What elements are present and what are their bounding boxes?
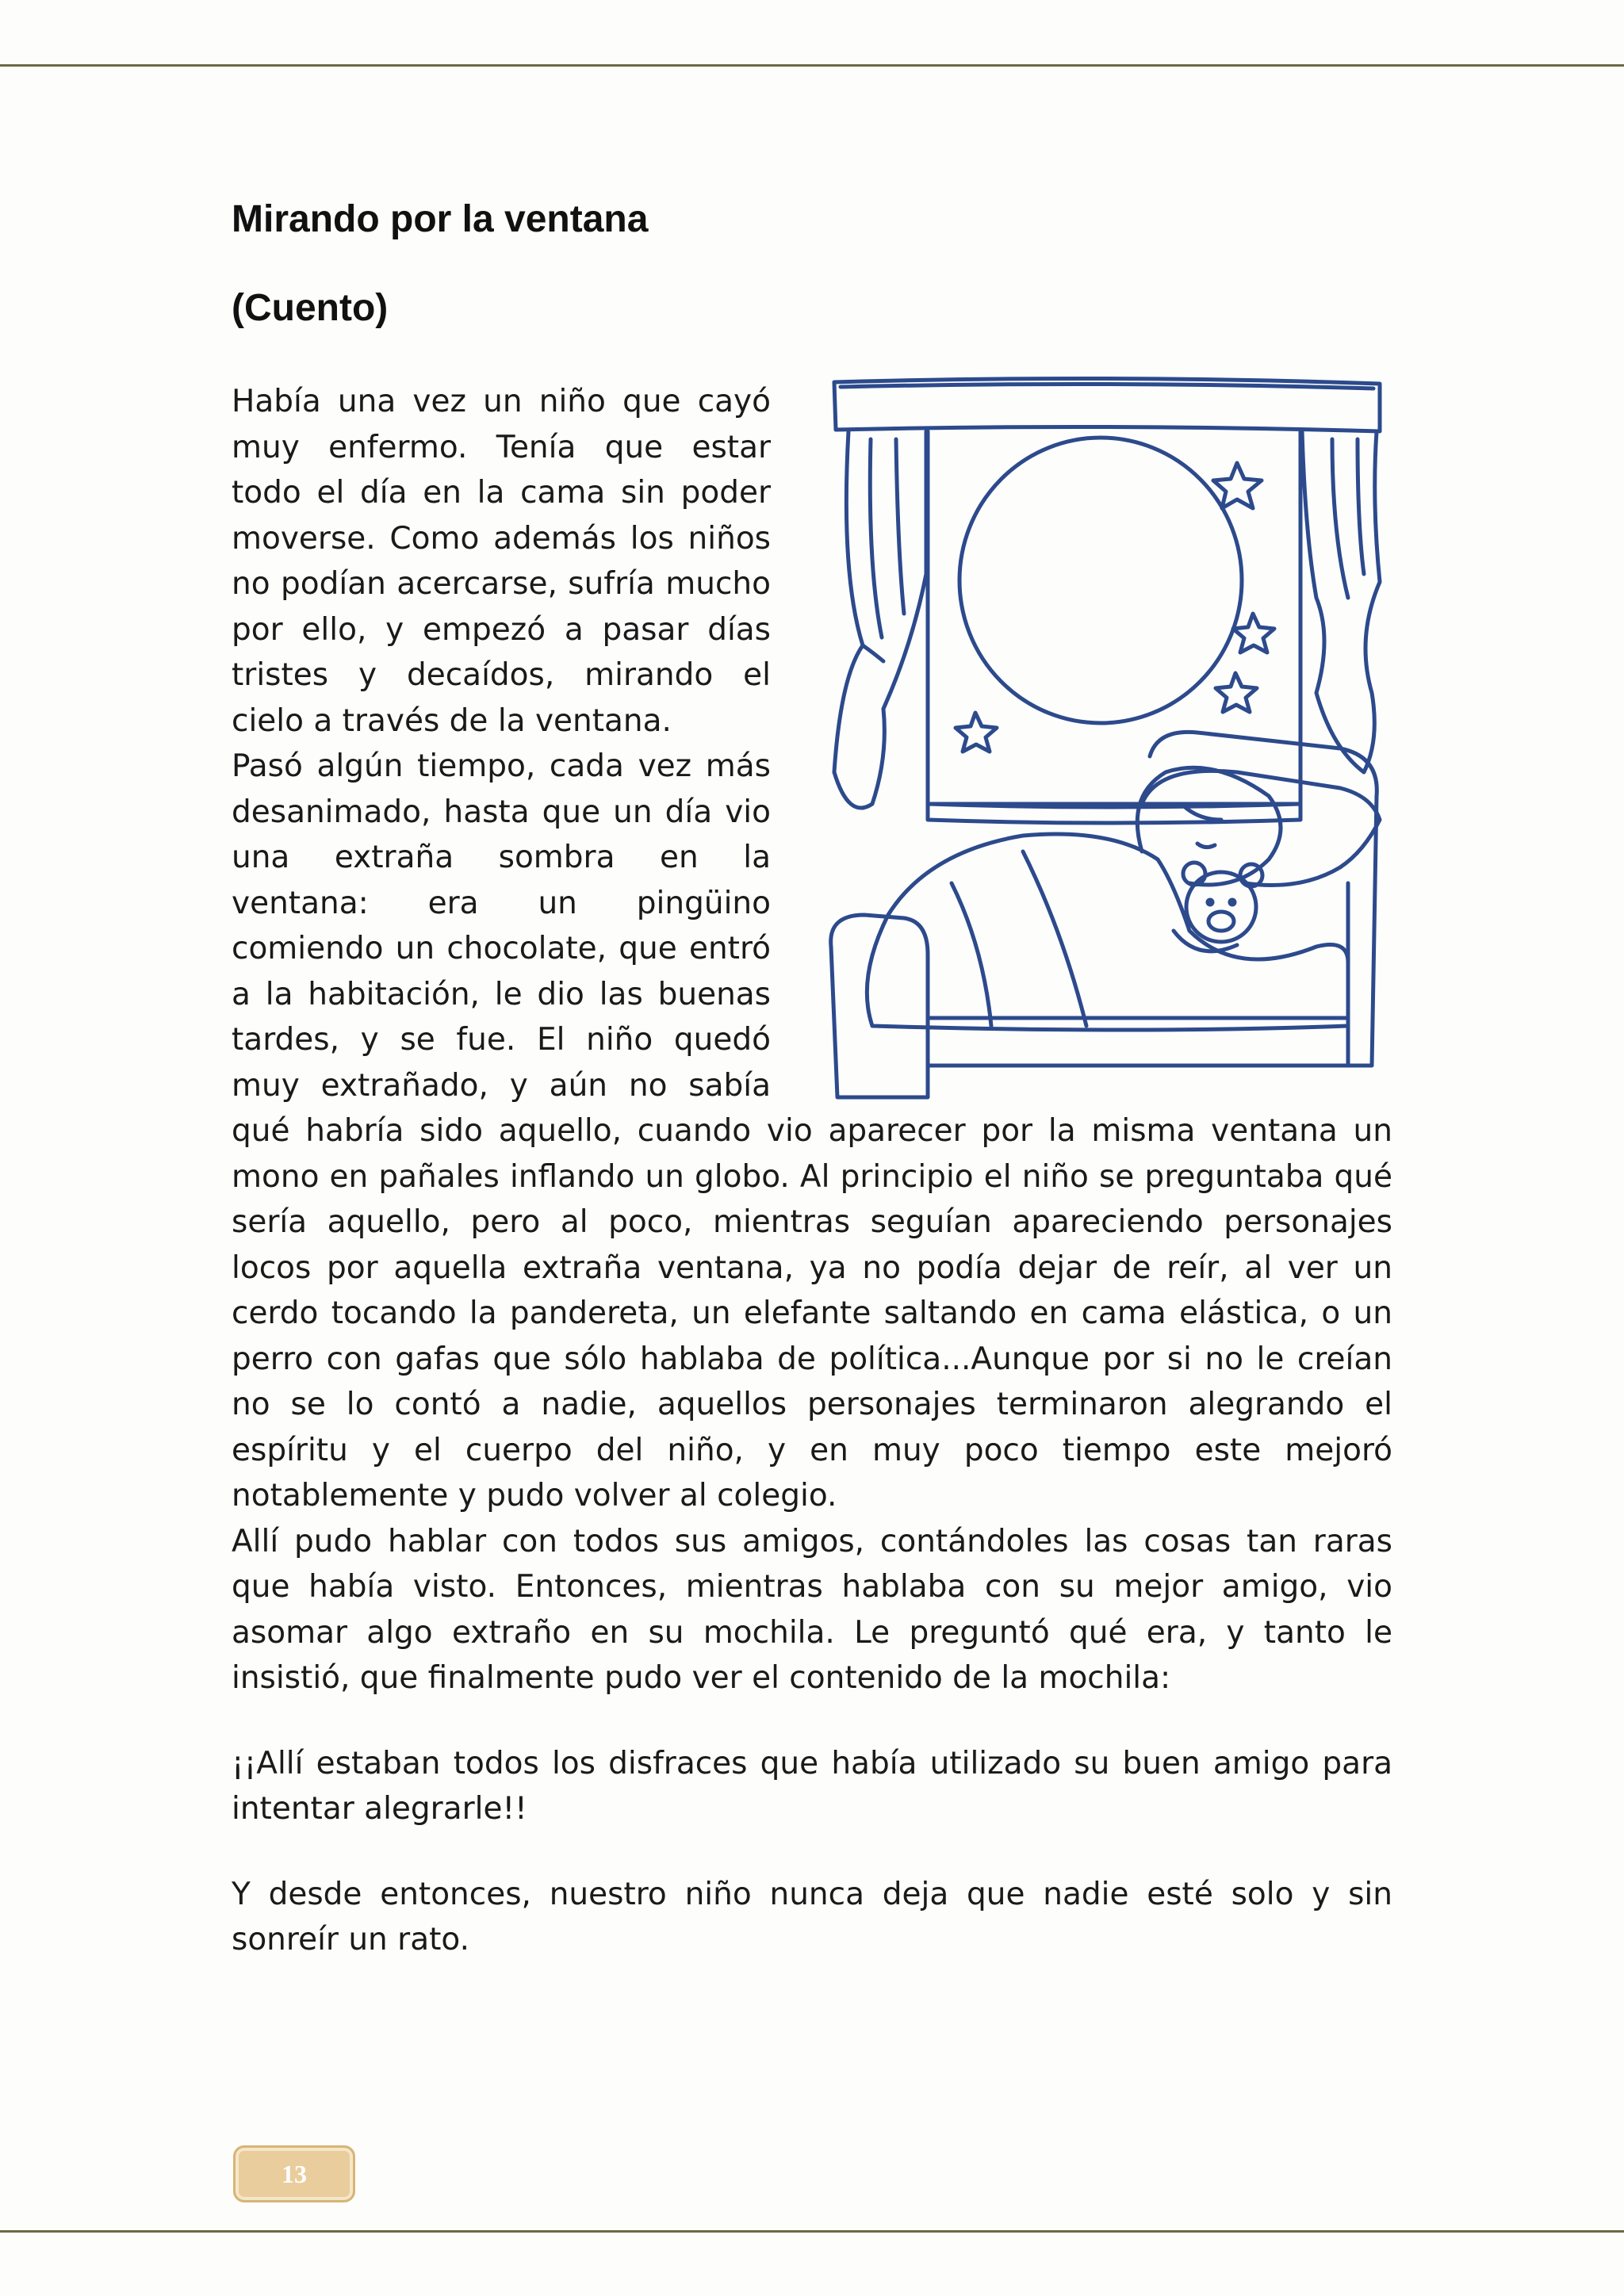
curtain-right [1302,431,1380,772]
page-number: 13 [282,2159,307,2188]
paragraph: ¡¡Allí estaban todos los disfraces que había utilizado su buen amigo para intentar alegrarle!! [232,1745,1392,1827]
star [1216,673,1257,712]
blanket [867,834,1348,1030]
paragraph: Había una vez un niño que cayó muy enfermo. Tenía que estar todo el día en la cama sin poder moverse. Como además los niños no podían acercarse, sufría mucho por ello, y empezó a pasar días tristes y decaídos, mirando el cielo a través de la ventana. [232,384,771,739]
moon [959,438,1242,723]
bed-footboard [831,915,928,1097]
bed-headboard [1150,732,1377,1066]
star [1233,614,1274,652]
bottom-rule [0,2230,1624,2233]
star [956,713,997,752]
story-body [232,379,1392,1963]
top-rule [0,64,1624,67]
paragraph: Y desde entonces, nuestro niño nunca deja que nadie esté solo y sin sonreír un rato. [232,1876,1392,1957]
story-subtitle: (Cuento) [232,287,389,329]
page-number-badge [233,2145,355,2202]
story-title: Mirando por la ventana [232,198,649,240]
paragraph: Pasó algún tiempo, cada vez más desanimado, hasta que un día vio una extraña sombra en la ventana: era un pingüino comiendo un chocolate, que entró a la habitación, le dio las buenas tardes, y se fue. El niño quedó muy extrañado, y aún no sabía qué habría sido aquello, cuando vio aparecer por la misma ventana un mono en pañales inflando un globo. Al principio el niño se preguntaba qué sería aquello, pero al poco, mientras seguían apareciendo personajes locos por aquella extraña ventana, ya no podía dejar de reír, al ver un cerdo tocando la pandereta, un elefante saltando en cama elástica, o un perro con gafas que sólo hablaba de política...Aunque por si no le creían no se lo contó a nadie, aquellos personajes terminaron alegrando el espíritu y el cuerpo del niño, y en muy poco tiempo este mejoró notablemente y pudo volver al colegio. [232,748,1392,1513]
paragraph: Allí pudo hablar con todos sus amigos, contándoles las cosas tan raras que había visto. Entonces, mientras hablaba con su mejor amigo, vio asomar algo extraño en su mochila. Le preguntó qué era, y tanto le insistió, que finalmente pudo ver el contenido de la mochila: [232,1523,1392,1696]
sick-child-window-illustration [825,376,1392,1104]
